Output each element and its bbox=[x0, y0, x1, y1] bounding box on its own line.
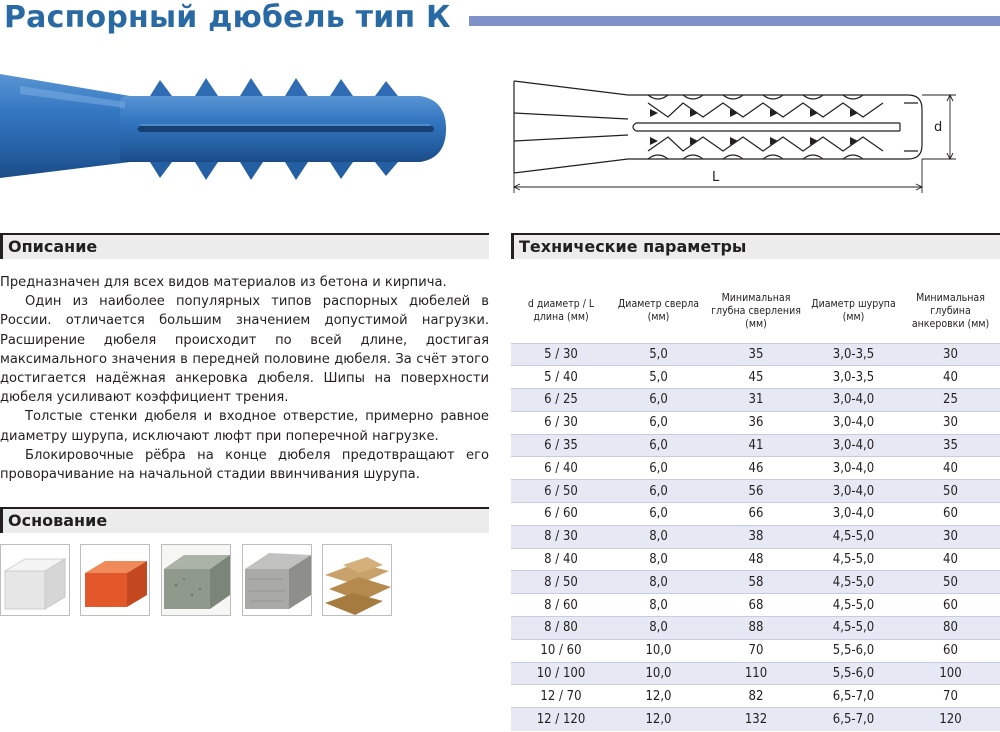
table-cell: 38 bbox=[748, 529, 764, 545]
table-cell: 8,0 bbox=[649, 552, 668, 568]
table-cell: 6,0 bbox=[649, 438, 668, 454]
table-row bbox=[511, 548, 1000, 571]
dowel-technical-drawing bbox=[508, 73, 968, 198]
table-cell: 110 bbox=[744, 666, 768, 682]
table-cell: 80 bbox=[943, 620, 958, 636]
table-cell: 6,0 bbox=[649, 506, 668, 522]
table-cell: 58 bbox=[748, 574, 764, 590]
table-header-row bbox=[511, 280, 1000, 343]
col-header: Диаметр сверла (мм) bbox=[617, 298, 700, 324]
header-marker bbox=[0, 235, 3, 259]
table-cell: 48 bbox=[748, 552, 764, 568]
table-cell: 5 / 40 bbox=[544, 369, 578, 385]
table-cell: 5,0 bbox=[649, 369, 668, 385]
table-cell: 10 / 100 bbox=[536, 666, 586, 682]
table-cell: 8,0 bbox=[649, 620, 668, 636]
table-cell: 82 bbox=[748, 688, 764, 704]
table-cell: 70 bbox=[748, 643, 764, 659]
table-row bbox=[511, 594, 1000, 617]
brick-image bbox=[80, 544, 150, 616]
table-cell: 4,5-5,0 bbox=[832, 620, 875, 636]
table-cell: 35 bbox=[748, 346, 764, 362]
table-cell: 46 bbox=[748, 460, 764, 476]
table-cell: 10 / 60 bbox=[540, 643, 582, 659]
tech-heading: Технические параметры bbox=[519, 237, 747, 256]
table-cell: 4,5-5,0 bbox=[832, 574, 875, 590]
table-cell: 3,0-4,0 bbox=[832, 438, 875, 454]
table-cell: 8,0 bbox=[649, 597, 668, 613]
table-cell: 66 bbox=[748, 506, 764, 522]
table-row bbox=[511, 366, 1000, 389]
table-cell: 8 / 60 bbox=[544, 597, 578, 613]
dowel-product-photo bbox=[0, 70, 448, 182]
table-cell: 70 bbox=[943, 688, 958, 704]
table-cell: 30 bbox=[943, 346, 958, 362]
base-header bbox=[0, 507, 489, 533]
table-cell: 3,0-3,5 bbox=[832, 369, 875, 385]
col-header: d диаметр / L длина (мм) bbox=[527, 298, 595, 324]
table-cell: 45 bbox=[748, 369, 764, 385]
table-cell: 6 / 35 bbox=[544, 438, 578, 454]
table-cell: 3,0-4,0 bbox=[832, 392, 875, 408]
table-cell: 12,0 bbox=[645, 688, 672, 704]
table-cell: 88 bbox=[748, 620, 764, 636]
table-cell: 8,0 bbox=[649, 574, 668, 590]
table-row bbox=[511, 708, 1000, 731]
table-cell: 40 bbox=[943, 460, 958, 476]
table-row bbox=[511, 411, 1000, 434]
page-title: Распорный дюбель тип К bbox=[4, 0, 451, 35]
col-header: Минимальная глубна сверления (мм) bbox=[711, 291, 801, 330]
table-cell: 6 / 40 bbox=[544, 460, 578, 476]
dim-d-label: d bbox=[934, 120, 943, 135]
table-cell: 40 bbox=[943, 552, 958, 568]
table-cell: 36 bbox=[748, 415, 764, 431]
table-cell: 30 bbox=[943, 415, 958, 431]
table-cell: 12 / 70 bbox=[540, 688, 582, 704]
description-text bbox=[0, 273, 489, 484]
table-row bbox=[511, 685, 1000, 708]
table-cell: 3,0-4,0 bbox=[832, 506, 875, 522]
table-cell: 10,0 bbox=[645, 666, 672, 682]
table-cell: 6,5-7,0 bbox=[832, 688, 875, 704]
table-cell: 10,0 bbox=[645, 643, 672, 659]
table-row bbox=[511, 389, 1000, 412]
table-cell: 30 bbox=[943, 529, 958, 545]
aerated-concrete-image bbox=[0, 544, 70, 616]
table-cell: 132 bbox=[744, 711, 768, 727]
description-paragraph: Толстые стенки дюбеля и входное отверстие, примерно равное диаметру шурупа, исключают люфт при поперечной нагрузке. bbox=[0, 409, 489, 444]
table-cell: 25 bbox=[943, 392, 958, 408]
table-row bbox=[511, 639, 1000, 662]
table-cell: 6 / 60 bbox=[544, 506, 578, 522]
table-cell: 8 / 80 bbox=[544, 620, 578, 636]
description-paragraph: Один из наиболее популярных типов распорных дюбелей в России. отличается большим значением допустимой нагрузки. Расширение дюбеля происходит по всей длине, достигая максимального значения в передней половине дюбеля. За счёт этого достигается надёжная анкеровка дюбеля. Шипы на поверхности дюбеля усиливают коэффициент трения. bbox=[0, 294, 489, 406]
table-cell: 6 / 30 bbox=[544, 415, 578, 431]
table-row bbox=[511, 662, 1000, 685]
table-cell: 50 bbox=[943, 483, 958, 499]
description-heading: Описание bbox=[8, 237, 98, 256]
table-cell: 5,5-6,0 bbox=[832, 666, 875, 682]
table-cell: 8 / 40 bbox=[544, 552, 578, 568]
slate-image bbox=[322, 544, 392, 616]
table-cell: 8 / 50 bbox=[544, 574, 578, 590]
description-paragraph: Предназначен для всех видов материалов из бетона и кирпича. bbox=[0, 275, 447, 290]
table-cell: 50 bbox=[943, 574, 958, 590]
table-cell: 56 bbox=[748, 483, 764, 499]
table-cell: 60 bbox=[943, 597, 958, 613]
table-cell: 4,5-5,0 bbox=[832, 529, 875, 545]
table-cell: 60 bbox=[943, 506, 958, 522]
table-cell: 8 / 30 bbox=[544, 529, 578, 545]
table-cell: 100 bbox=[939, 666, 962, 682]
concrete-image bbox=[161, 544, 231, 616]
table-row bbox=[511, 343, 1000, 366]
table-cell: 6,5-7,0 bbox=[832, 711, 875, 727]
table-cell: 6,0 bbox=[649, 392, 668, 408]
table-cell: 31 bbox=[748, 392, 764, 408]
base-heading: Основание bbox=[8, 511, 108, 530]
dim-l-label: L bbox=[712, 170, 720, 185]
col-header: Минимальная глубина анкеровки (мм) bbox=[911, 291, 990, 330]
header-marker bbox=[511, 235, 514, 259]
table-cell: 6 / 50 bbox=[544, 483, 578, 499]
base-materials bbox=[0, 544, 400, 616]
title-accent-rule bbox=[469, 16, 1000, 26]
table-cell: 5,0 bbox=[649, 346, 668, 362]
table-cell: 5,5-6,0 bbox=[832, 643, 875, 659]
table-cell: 8,0 bbox=[649, 529, 668, 545]
description-header bbox=[0, 233, 489, 259]
table-cell: 40 bbox=[943, 369, 958, 385]
table-cell: 6 / 25 bbox=[544, 392, 578, 408]
table-cell: 6,0 bbox=[649, 460, 668, 476]
table-cell: 3,0-4,0 bbox=[832, 460, 875, 476]
table-cell: 6,0 bbox=[649, 415, 668, 431]
table-cell: 5 / 30 bbox=[544, 346, 578, 362]
tech-table bbox=[511, 280, 1000, 731]
tech-header bbox=[511, 233, 1000, 259]
table-cell: 60 bbox=[943, 643, 958, 659]
table-row bbox=[511, 571, 1000, 594]
table-cell: 4,5-5,0 bbox=[832, 597, 875, 613]
table-cell: 120 bbox=[939, 711, 962, 727]
table-cell: 6,0 bbox=[649, 483, 668, 499]
table-row bbox=[511, 617, 1000, 640]
table-cell: 4,5-5,0 bbox=[832, 552, 875, 568]
table-cell: 12,0 bbox=[645, 711, 672, 727]
table-cell: 3,0-3,5 bbox=[832, 346, 875, 362]
table-cell: 35 bbox=[943, 438, 958, 454]
table-cell: 41 bbox=[748, 438, 764, 454]
table-row bbox=[511, 434, 1000, 457]
table-cell: 3,0-4,0 bbox=[832, 415, 875, 431]
header-marker bbox=[0, 509, 3, 533]
table-cell: 12 / 120 bbox=[536, 711, 586, 727]
col-header: Диаметр шурупа (мм) bbox=[811, 298, 896, 324]
table-row bbox=[511, 457, 1000, 480]
table-row bbox=[511, 503, 1000, 526]
description-paragraph: Блокировочные рёбра на конце дюбеля предотвращают его проворачивание на начальной стадии ввинчивания шурупа. bbox=[0, 447, 489, 483]
table-cell: 68 bbox=[748, 597, 764, 613]
stone-block-image bbox=[242, 544, 312, 616]
table-row bbox=[511, 525, 1000, 548]
table-cell: 3,0-4,0 bbox=[832, 483, 875, 499]
table-row bbox=[511, 480, 1000, 503]
